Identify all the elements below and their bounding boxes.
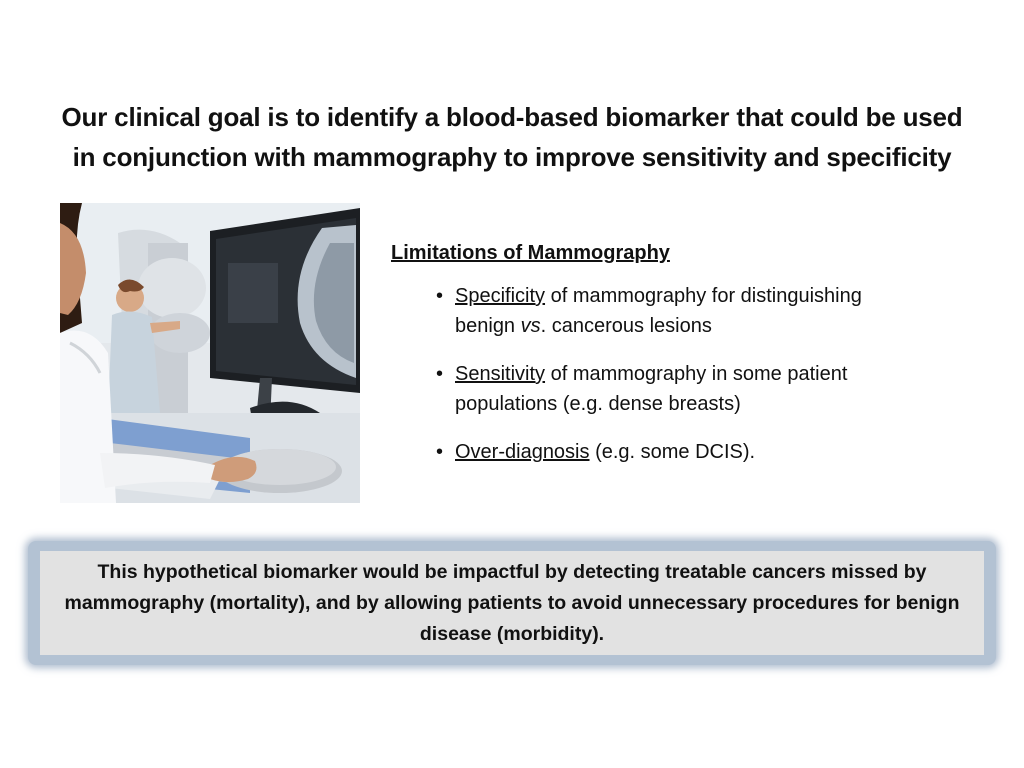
title-line-1: Our clinical goal is to identify a blood-based biomarker that could be used	[61, 102, 963, 132]
list-item: • Specificity of mammography for distinguishing benign vs. cancerous lesions	[436, 281, 976, 341]
sensitivity-term: Sensitivity	[455, 363, 546, 385]
slide-title	[0, 97, 1024, 177]
limitations-heading: Limitations of Mammography	[391, 242, 670, 264]
bullet-icon: •	[436, 363, 444, 385]
specificity-term: Specificity	[455, 285, 546, 307]
mammography-photo	[60, 203, 360, 503]
conclusion-callout	[28, 541, 996, 665]
over-diagnosis-term: Over-diagnosis	[455, 441, 590, 463]
title-line-2: in conjunction with mammography to improve sensitivity and specificity	[72, 142, 952, 172]
limitations-list	[436, 281, 976, 485]
bullet-icon: •	[436, 441, 444, 463]
list-item: • Sensitivity of mammography in some patient populations (e.g. dense breasts)	[436, 359, 976, 419]
list-item: • Over-diagnosis (e.g. some DCIS).	[436, 437, 976, 467]
bullet-icon: •	[436, 285, 444, 307]
callout-text: This hypothetical biomarker would be impactful by detecting treatable cancers missed by mammography (mortality), and by allowing patients to avoid unnecessary procedures for benign disease (morbidity).	[40, 551, 984, 655]
